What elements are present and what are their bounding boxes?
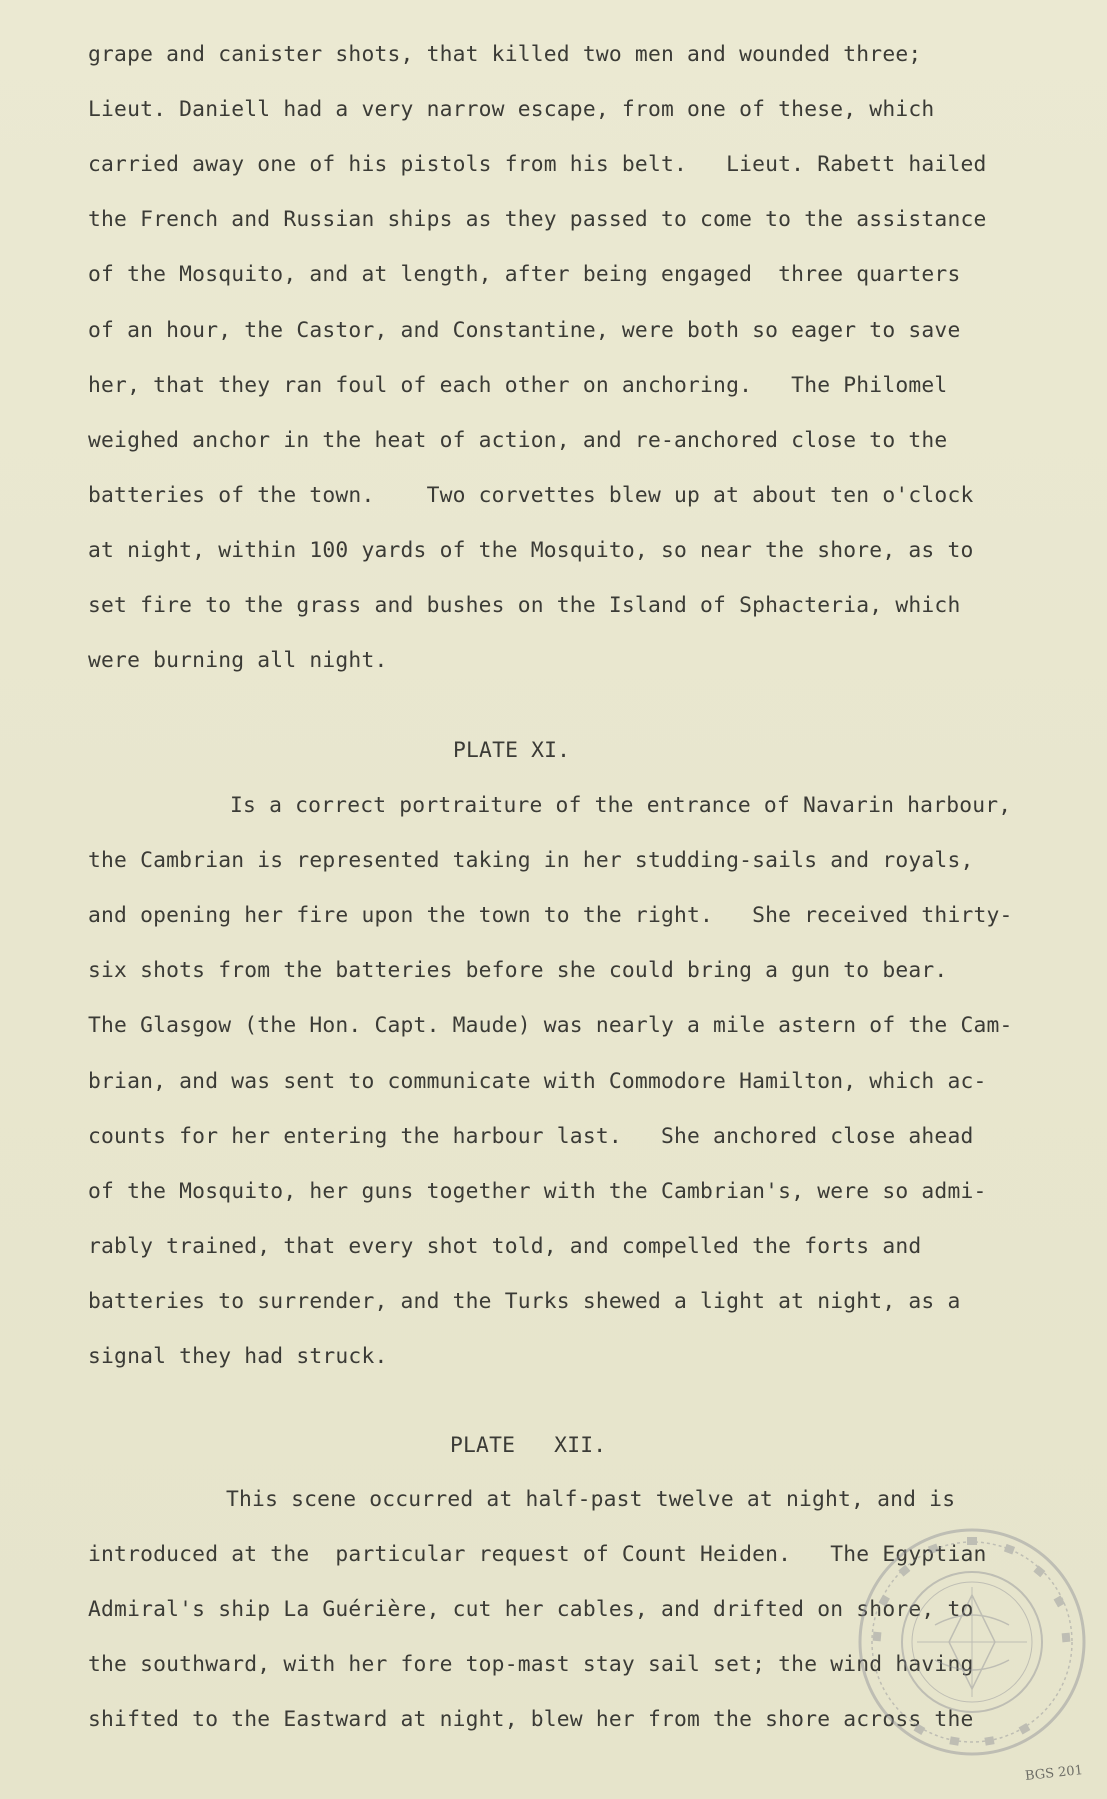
text-line: Lieut. Daniell had a very narrow escape, from one of these, which	[88, 97, 935, 122]
text-line: the southward, with her fore top-mast stay sail set; the wind having	[88, 1652, 974, 1677]
text-line: introduced at the particular request of Count Heiden. The Egyptian	[88, 1542, 987, 1567]
text-line: signal they had struck.	[88, 1344, 388, 1369]
text-line: of the Mosquito, her guns together with the Cambrian's, were so admi-	[88, 1179, 987, 1204]
text-line: the Cambrian is represented taking in her studding-sails and royals,	[88, 848, 974, 873]
plate-xi-heading: PLATE XI.	[453, 738, 571, 763]
text-line: of an hour, the Castor, and Constantine, were both so eager to save	[88, 318, 961, 343]
text-line: the French and Russian ships as they passed to come to the assistance	[88, 207, 987, 232]
text-line: Admiral's ship La Guérière, cut her cables, and drifted on shore, to	[88, 1597, 974, 1622]
text-line: brian, and was sent to communicate with Commodore Hamilton, which ac-	[88, 1069, 987, 1094]
text-line: and opening her fire upon the town to the right. She received thirty-	[88, 903, 1013, 928]
text-line: This scene occurred at half-past twelve at night, and is	[226, 1487, 956, 1512]
text-line: counts for her entering the harbour last. She anchored close ahead	[88, 1124, 974, 1149]
text-line: weighed anchor in the heat of action, and re-anchored close to the	[88, 428, 948, 453]
text-line: batteries of the town. Two corvettes blew up at about ten o'clock	[88, 483, 974, 508]
text-line: set fire to the grass and bushes on the Island of Sphacteria, which	[88, 593, 961, 618]
text-line: The Glasgow (the Hon. Capt. Maude) was nearly a mile astern of the Cam-	[88, 1013, 1013, 1038]
text-line: her, that they ran foul of each other on anchoring. The Philomel	[88, 373, 948, 398]
text-line: of the Mosquito, and at length, after being engaged three quarters	[88, 262, 961, 287]
text-line: rably trained, that every shot told, and compelled the forts and	[88, 1234, 922, 1259]
text-line: were burning all night.	[88, 648, 388, 673]
text-line: carried away one of his pistols from his belt. Lieut. Rabett hailed	[88, 152, 987, 177]
text-line: Is a correct portraiture of the entrance of Navarin harbour,	[230, 793, 1012, 818]
text-line: at night, within 100 yards of the Mosquito, so near the shore, as to	[88, 538, 974, 563]
text-line: six shots from the batteries before she could bring a gun to bear.	[88, 958, 948, 983]
text-line: grape and canister shots, that killed two men and wounded three;	[88, 42, 922, 67]
text-line: batteries to surrender, and the Turks shewed a light at night, as a	[88, 1289, 961, 1314]
plate-xii-heading: PLATE XII.	[450, 1433, 607, 1458]
archive-reference-note: BGS 201	[1024, 1763, 1084, 1784]
text-line: shifted to the Eastward at night, blew her from the shore across the	[88, 1707, 974, 1732]
